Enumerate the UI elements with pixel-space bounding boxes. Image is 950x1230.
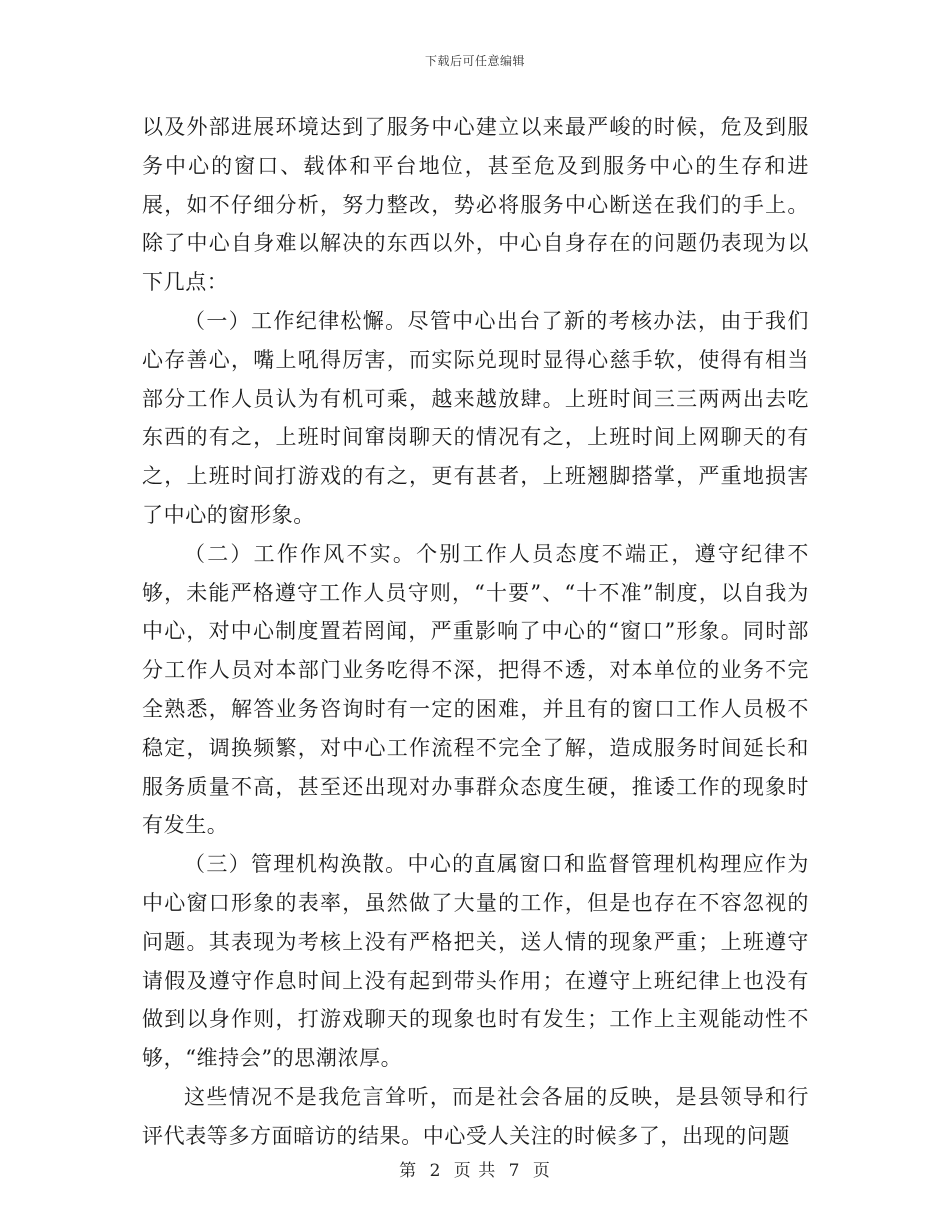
- footer-total-pages: 7: [508, 1161, 521, 1181]
- footer-suffix: 页: [532, 1161, 551, 1181]
- footer-prefix: 第: [399, 1161, 418, 1181]
- paragraph-intro: 以及外部进展环境达到了服务中心建立以来最严峻的时候，危及到服务中心的窗口、载体和平台地位，甚至危及到服务中心的生存和进展，如不仔细分析，努力整改，势必将服务中心断送在我们的手上。除了中心自身难以解决的东西以外，中心自身存在的问题仍表现为以下几点：: [142, 115, 809, 295]
- paragraph-conclusion: 这些情况不是我危言耸听，而是社会各届的反映，是县领导和行评代表等多方面暗访的结果。中心受人关注的时候多了，出现的问题: [142, 1084, 809, 1148]
- paragraph-discipline: （一）工作纪律松懈。尽管中心出台了新的考核办法，由于我们心存善心，嘴上吼得厉害，而实际兑现时显得心慈手软，使得有相当部分工作人员认为有机可乘，越来越放肆。上班时间三三两两出去吃东西的有之，上班时间窜岗聊天的情况有之，上班时间上网聊天的有之，上班时间打游戏的有之，更有甚者，上班翘脚搭掌，严重地损害了中心的窗形象。: [142, 308, 809, 527]
- footer-page-number: 2: [429, 1161, 442, 1181]
- document-body: [142, 108, 809, 1156]
- footer-middle: 页 共: [453, 1161, 497, 1181]
- page-header: 下载后可任意编辑: [424, 54, 525, 68]
- page-footer: [0, 1156, 950, 1181]
- paragraph-work-style: （二）工作作风不实。个别工作人员态度不端正，遵守纪律不够，未能严格遵守工作人员守则，“十要”、“十不准”制度，以自我为中心，对中心制度置若罔闻，严重影响了中心的“窗口”形象。同时部分工作人员对本部门业务吃得不深，把得不透，对本单位的业务不完全熟悉，解答业务咨询时有一定的困难，并且有的窗口工作人员极不稳定，调换频繁，对中心工作流程不完全了解，造成服务时间延长和服务质量不高，甚至还出现对办事群众态度生硬，推诿工作的现象时有发生。: [142, 541, 809, 838]
- paragraph-management: （三）管理机构涣散。中心的直属窗口和监督管理机构理应作为中心窗口形象的表率，虽然做了大量的工作，但是也存在不容忽视的问题。其表现为考核上没有严格把关，送人情的现象严重；上班遵守请假及遵守作息时间上没有起到带头作用；在遵守上班纪律上也没有做到以身作则，打游戏聊天的现象也时有发生；工作上主观能动性不够，“维持会”的思潮浓厚。: [142, 852, 809, 1071]
